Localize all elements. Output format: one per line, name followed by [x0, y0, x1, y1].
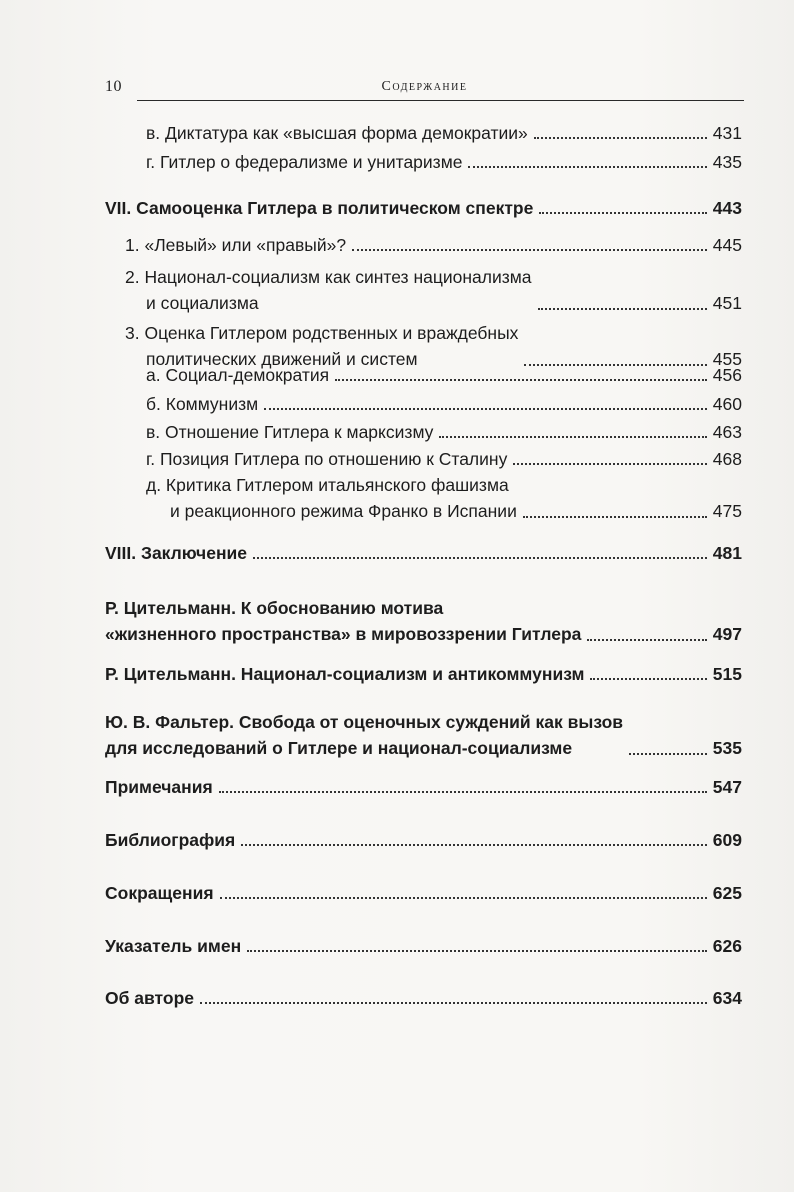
toc-entry-line: для исследований о Гитлере и национал-социализме: [105, 738, 573, 758]
toc-chapter-entry[interactable]: [105, 661, 742, 687]
leader-dots: [335, 379, 707, 381]
toc-entry[interactable]: [146, 419, 742, 445]
leader-dots: [439, 436, 706, 438]
toc-entry[interactable]: [146, 149, 742, 175]
toc-entry-title: г. Позиция Гитлера по отношению к Сталину: [146, 449, 508, 469]
toc-entry-page: 634: [712, 988, 742, 1008]
toc-chapter-entry[interactable]: [105, 595, 742, 647]
toc-chapter-entry[interactable]: [105, 774, 742, 800]
toc-entry[interactable]: [125, 232, 742, 258]
toc-entry-title: 1. «Левый» или «правый»?: [125, 235, 347, 255]
toc-entry[interactable]: [146, 446, 742, 472]
toc-entry-title: Библиография: [105, 830, 236, 850]
toc-entry-page: 481: [712, 543, 742, 563]
toc-entry-page: 463: [712, 422, 742, 442]
leader-dots: [241, 844, 707, 846]
leader-dots: [247, 950, 707, 952]
leader-dots: [538, 308, 707, 310]
page-header: [105, 74, 744, 102]
toc-entry[interactable]: [146, 472, 742, 524]
leader-dots: [468, 166, 706, 168]
toc-entry-title: [105, 709, 623, 761]
toc-entry-title: Примечания: [105, 777, 213, 797]
header-rule: [137, 100, 744, 101]
toc-entry-title: а. Социал-демократия: [146, 365, 330, 385]
toc-entry-line: 3. Оценка Гитлером родственных и враждебных: [125, 323, 519, 343]
toc-entry-page: 609: [712, 830, 742, 850]
toc-entry-title: Об авторе: [105, 988, 194, 1008]
leader-dots: [253, 557, 707, 559]
leader-dots: [590, 678, 706, 680]
leader-dots: [539, 212, 706, 214]
toc-chapter-entry[interactable]: [105, 985, 742, 1011]
toc-entry-line: и реакционного режима Франко в Испании: [170, 501, 517, 521]
toc-entry-page: 435: [712, 152, 742, 172]
toc-entry-title: б. Коммунизм: [146, 394, 259, 414]
leader-dots: [523, 516, 707, 518]
toc-chapter-entry[interactable]: [105, 827, 742, 853]
toc-entry-line: и социализма: [146, 293, 259, 313]
leader-dots: [219, 791, 707, 793]
leader-dots: [352, 249, 707, 251]
leader-dots: [220, 897, 707, 899]
toc-entry-page: 451: [712, 293, 742, 313]
leader-dots: [629, 753, 707, 755]
toc-entry-title: [105, 595, 581, 647]
toc-entry-line: д. Критика Гитлером итальянского фашизма: [146, 475, 509, 495]
toc-entry-page: 443: [712, 198, 742, 218]
toc-entry-page: 468: [712, 449, 742, 469]
toc-entry-title: в. Диктатура как «высшая форма демократии»: [146, 123, 528, 143]
leader-dots: [587, 639, 706, 641]
leader-dots: [200, 1002, 707, 1004]
toc-entry-line: Ю. В. Фальтер. Свобода от оценочных суждений как вызов: [105, 712, 624, 732]
toc-entry-page: 625: [712, 883, 742, 903]
toc-chapter-entry[interactable]: [105, 709, 742, 761]
toc-chapter-entry[interactable]: [105, 933, 742, 959]
toc-entry-line: политических движений и систем: [146, 349, 418, 369]
toc-entry[interactable]: [146, 362, 742, 388]
toc-entry[interactable]: [125, 264, 742, 316]
leader-dots: [264, 408, 707, 410]
toc-chapter-entry[interactable]: [105, 880, 742, 906]
page-number: 10: [105, 78, 122, 95]
toc-entry-page: 547: [712, 777, 742, 797]
toc-chapter-entry[interactable]: [105, 540, 742, 566]
toc-entry-page: 431: [712, 123, 742, 143]
leader-dots: [513, 463, 706, 465]
toc-entry-page: 515: [712, 664, 742, 684]
toc-entry-page: 460: [712, 394, 742, 414]
toc-entry-page: 626: [712, 936, 742, 956]
toc-entry[interactable]: [146, 391, 742, 417]
toc-entry-page: 535: [712, 738, 742, 758]
toc-entry-line: 2. Национал-социализм как синтез национализма: [125, 267, 532, 287]
toc-entry-title: г. Гитлер о федерализме и унитаризме: [146, 152, 463, 172]
toc-entry-page: 455: [712, 349, 742, 369]
toc-entry[interactable]: [146, 120, 742, 146]
toc-entry-title: в. Отношение Гитлера к марксизму: [146, 422, 434, 442]
toc-entry-title: VIII. Заключение: [105, 543, 247, 563]
toc-entry-line: Р. Цительманн. К обоснованию мотива: [105, 598, 444, 618]
toc-entry-page: 445: [712, 235, 742, 255]
toc-entry-page: 475: [712, 501, 742, 521]
toc-entry-title: Р. Цительманн. Национал-социализм и антикоммунизм: [105, 664, 585, 684]
toc-entry-title: VII. Самооценка Гитлера в политическом спектре: [105, 198, 534, 218]
toc-entry-title: [125, 264, 532, 316]
toc-entry-title: Указатель имен: [105, 936, 242, 956]
toc-entry-line: «жизненного пространства» в мировоззрении Гитлера: [105, 624, 582, 644]
toc-entry-page: 456: [712, 365, 742, 385]
toc-chapter-entry[interactable]: [105, 195, 742, 221]
leader-dots: [534, 137, 707, 139]
toc-entry-page: 497: [712, 624, 742, 644]
toc-entry-title: [146, 472, 517, 524]
toc-entry-title: Сокращения: [105, 883, 214, 903]
running-head: Содержание: [381, 79, 468, 94]
